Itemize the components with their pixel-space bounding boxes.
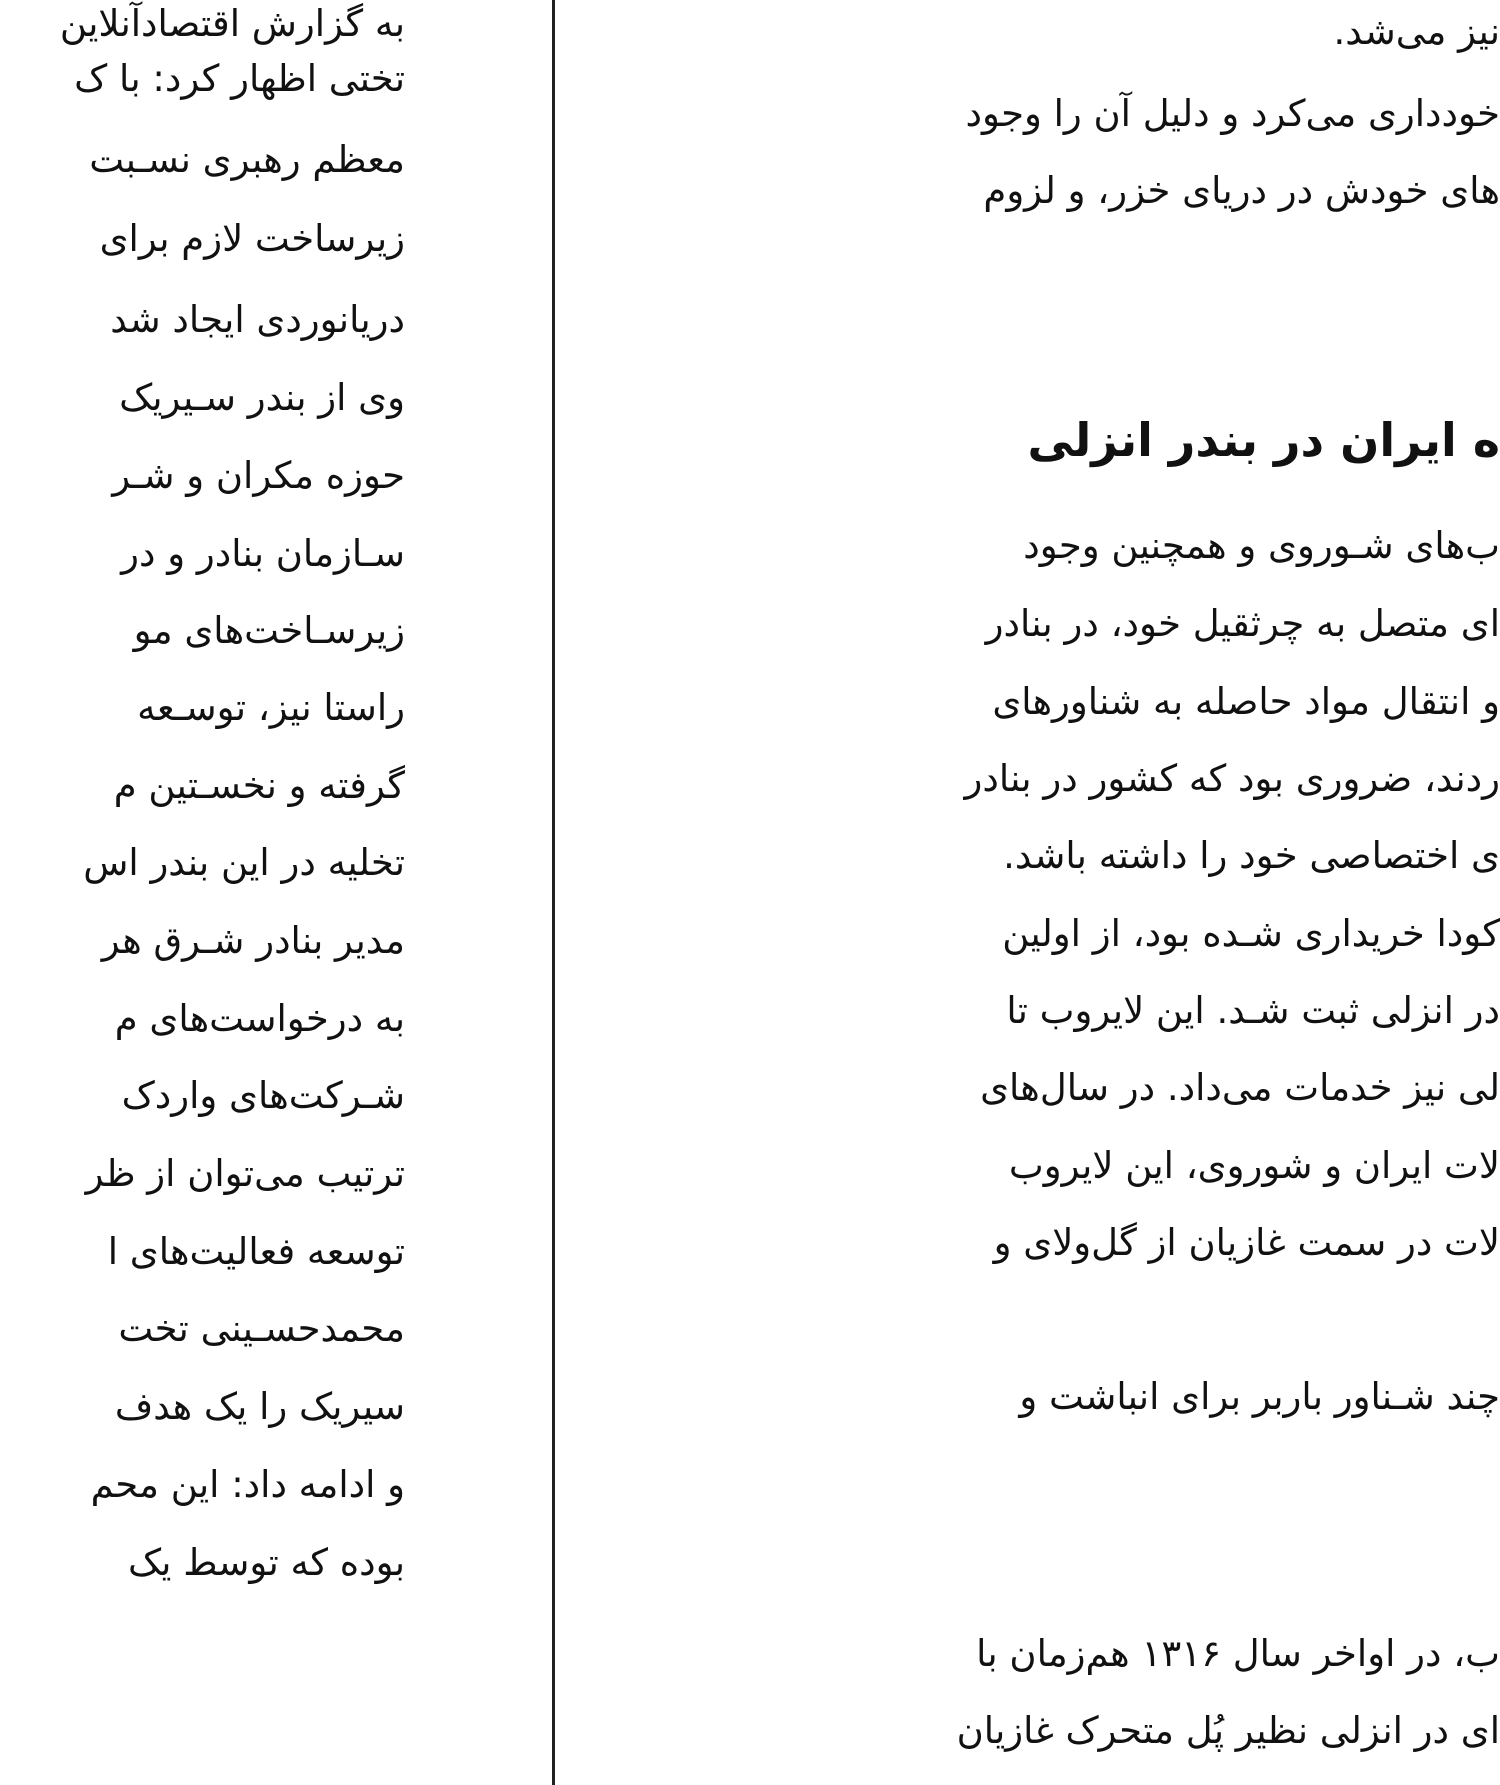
right-bottom-line-1: ب، در اواخر سال ۱۳۱۶ هم‌زمان با [976, 1632, 1500, 1675]
left-line-1: به گزارش اقتصادآنلاین [59, 2, 405, 45]
right-body-line-2: ای متصل به چرثقیل خود، در بنادر [985, 602, 1500, 645]
left-line-5: دریانوردی ایجاد شد [110, 298, 405, 341]
right-column [790, 0, 1500, 1785]
section-heading: ه ایران در بندر انزلی [1027, 413, 1500, 467]
left-line-21: بوده که توسط یک [128, 1541, 405, 1584]
left-line-14: به درخواست‌های م [114, 997, 405, 1040]
left-line-9: زیرسـاخت‌های مو [133, 609, 405, 652]
left-line-2: تختی اظهار کرد: با ک [74, 57, 405, 100]
right-body-line-1: ب‌های شـوروی و همچنین وجود [1023, 524, 1500, 567]
left-line-10: راستا نیز، توسـعه [137, 686, 405, 729]
right-body-line-7: در انزلی ثبت شـد. این لایروب تا [1006, 989, 1500, 1032]
left-line-11: گرفته و نخسـتین م [113, 764, 405, 807]
right-body-line-6: کودا خریداری شـده بود، از اولین [1002, 912, 1500, 955]
left-line-16: ترتیب می‌توان از ظر [85, 1152, 405, 1195]
left-line-4: زیرساخت لازم برای [99, 217, 405, 260]
column-divider [552, 0, 555, 1785]
left-line-18: محمدحسـینی تخت [118, 1307, 405, 1350]
left-line-7: حوزه مکران و شـر [112, 454, 405, 497]
left-line-3: معظم رهبری نسـبت [89, 138, 405, 181]
right-bottom-line-2: ای در انزلی نظیر پُل متحرک غازیان [956, 1709, 1500, 1752]
left-column [0, 0, 405, 1785]
left-line-19: سیریک را یک هدف [114, 1385, 405, 1428]
left-line-13: مدیر بنادر شـرق هر [101, 919, 405, 962]
right-top-line-2: خودداری می‌کرد و دلیل آن را وجود [965, 92, 1500, 135]
right-top-line-3: های خودش در دریای خزر، و لزوم [983, 169, 1500, 212]
left-line-12: تخلیه در این بندر اس [83, 841, 405, 884]
right-body-line-9: لات ایران و شوروی، این لایروب [1008, 1144, 1500, 1187]
right-body-line-10: لات در سمت غازیان از گل‌ولای و [993, 1221, 1500, 1264]
left-line-20: و ادامه داد: این محم [90, 1463, 405, 1506]
right-body-line-8: لی نیز خدمات می‌داد. در سال‌های [980, 1066, 1500, 1109]
left-line-17: توسعه فعالیت‌های ا [107, 1230, 405, 1273]
right-mid-line: چند شـناور باربر برای انباشت و [1019, 1375, 1500, 1418]
left-line-15: شـرکت‌های واردک [121, 1074, 405, 1117]
left-line-6: وی از بندر سـیریک [119, 376, 405, 419]
right-body-line-4: ردند، ضروری بود که کشور در بنادر [964, 757, 1500, 800]
left-line-8: سـازمان بنادر و در [121, 532, 405, 575]
right-body-line-5: ی اختصاصی خود را داشته باشد. [1003, 834, 1500, 877]
right-top-line-1: نیز می‌شد. [1333, 10, 1500, 53]
right-body-line-3: و انتقال مواد حاصله به شناورهای [992, 680, 1500, 723]
